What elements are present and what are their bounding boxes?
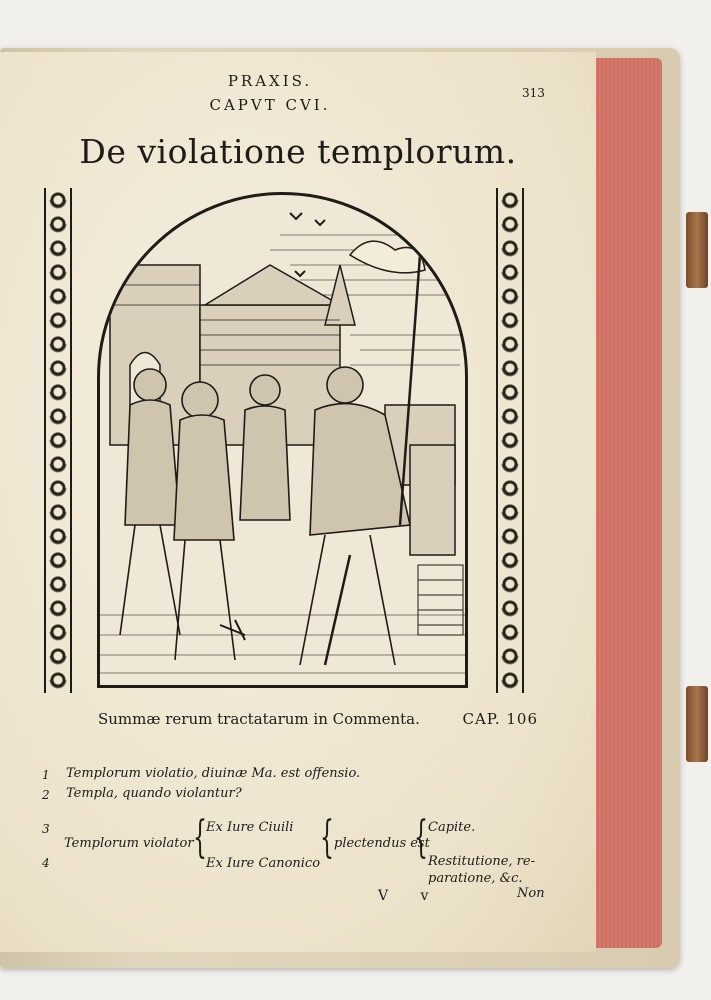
diagram-civil-law: Ex Iure Ciuili bbox=[206, 820, 294, 835]
right-ornament-border bbox=[496, 188, 524, 693]
chapter-title: De violatione templorum. bbox=[79, 132, 517, 171]
diagram-penalty: Capite. bbox=[428, 820, 476, 835]
page-number: 313 bbox=[522, 86, 545, 100]
page-edges bbox=[594, 58, 662, 948]
note-line: Templorum violatio, diuinæ Ma. est offensio. bbox=[66, 766, 361, 781]
running-head: PRAXIS. bbox=[227, 72, 313, 90]
lower-clasp bbox=[686, 686, 708, 762]
summary-line bbox=[98, 710, 538, 728]
summary-cap: CAP. 106 bbox=[462, 710, 538, 728]
note-number: 4 bbox=[42, 856, 50, 870]
woodcut-illustration bbox=[97, 192, 468, 688]
book-page bbox=[0, 52, 596, 952]
note-line: Templa, quando violantur? bbox=[66, 786, 242, 801]
diagram-verb: plectendus est bbox=[334, 836, 430, 851]
woodcut-scene bbox=[100, 195, 465, 685]
signature-mark: V v bbox=[378, 888, 443, 904]
chapter-label: CAPVT CVI. bbox=[209, 96, 331, 114]
upper-clasp bbox=[686, 212, 708, 288]
brace-middle: { bbox=[320, 812, 334, 863]
diagram-penalty: paratione, &c. bbox=[428, 871, 523, 886]
brace-right: { bbox=[414, 812, 428, 863]
diagram-canon-law: Ex Iure Canonico bbox=[206, 856, 321, 871]
note-number: 3 bbox=[42, 822, 50, 836]
catchword: Non bbox=[517, 886, 545, 901]
diagram-penalty: Restitutione, re- bbox=[428, 854, 535, 869]
left-ornament-border bbox=[44, 188, 72, 693]
brace-left: { bbox=[193, 812, 207, 863]
note-number: 1 bbox=[42, 768, 50, 782]
diagram-subject: Templorum violator bbox=[64, 836, 194, 851]
note-number: 2 bbox=[42, 788, 50, 802]
summary-text: Summæ rerum tractatarum in Commenta. bbox=[98, 710, 420, 728]
